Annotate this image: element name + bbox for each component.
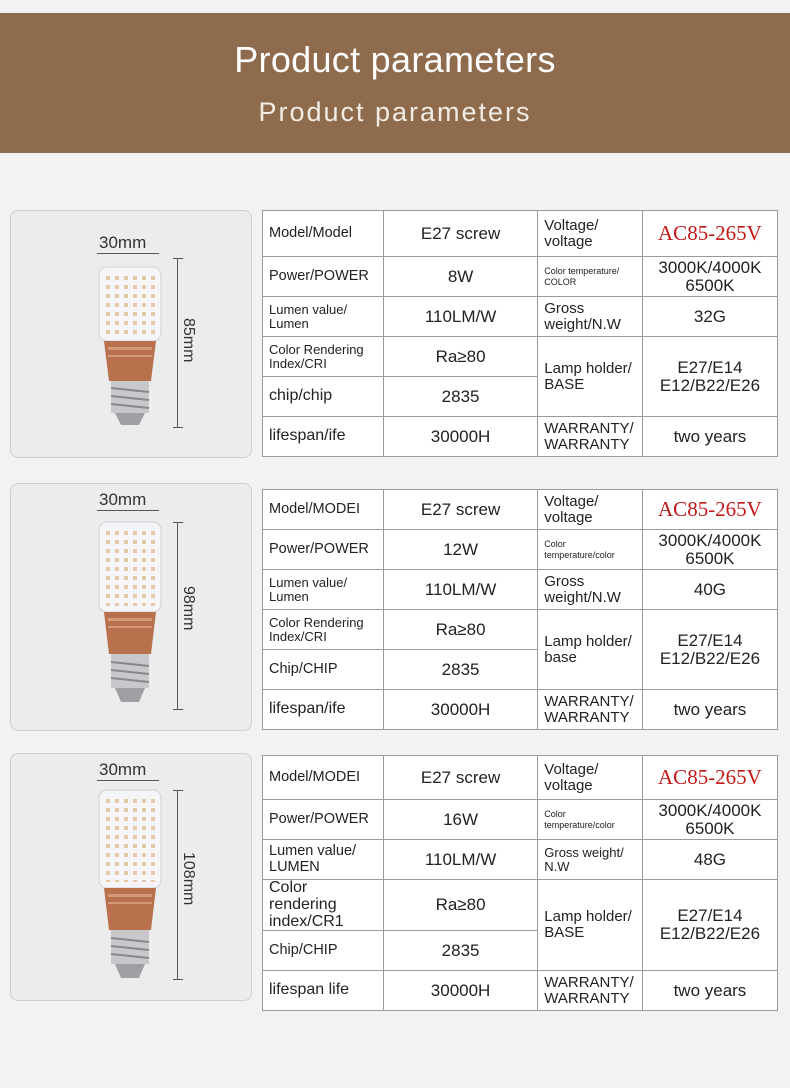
spec-label: lifespan life: [263, 971, 384, 1011]
product-image-card-2: [10, 483, 252, 731]
spec-value: Ra≥80: [383, 337, 537, 377]
spec-row: [263, 610, 778, 650]
spec-label: Color Rendering Index/CRI: [263, 610, 384, 650]
width-dimension-label: 30mm: [99, 233, 147, 252]
spec-label: Lamp holder/ BASE: [538, 337, 643, 417]
spec-label: lifespan/ife: [263, 690, 384, 730]
height-dimension-line: [177, 790, 178, 980]
spec-value: E27/E14 E12/B22/E26: [642, 337, 777, 417]
spec-row: [263, 490, 778, 530]
spec-value: 48G: [642, 840, 777, 880]
spec-row: [263, 971, 778, 1011]
spec-label: Model/MODEI: [263, 490, 384, 530]
spec-value: two years: [642, 417, 777, 457]
spec-label: chip/chip: [263, 377, 384, 417]
spec-label: Voltage/ voltage: [538, 211, 643, 257]
spec-value: E27 screw: [383, 490, 537, 530]
height-dimension-line: [177, 522, 178, 710]
spec-label: Lamp holder/ base: [538, 610, 643, 690]
spec-row: [263, 530, 778, 570]
height-dimension-label: 98mm: [180, 586, 197, 631]
spec-value: 2835: [383, 650, 537, 690]
spec-label: Gross weight/N.W: [538, 570, 643, 610]
spec-value: E27/E14 E12/B22/E26: [642, 610, 777, 690]
spec-value: Ra≥80: [383, 610, 537, 650]
spec-row: [263, 570, 778, 610]
corn-bulb-icon: [95, 788, 165, 984]
spec-row: [263, 800, 778, 840]
spec-label: WARRANTY/ WARRANTY: [538, 971, 643, 1011]
spec-label: Model/Model: [263, 211, 384, 257]
spec-label: Color temperature/ COLOR: [538, 257, 643, 297]
spec-value: 8W: [383, 257, 537, 297]
voltage-value: AC85-265V: [642, 756, 777, 800]
spec-label: Lumen value/ LUMEN: [263, 840, 384, 880]
spec-row: [263, 690, 778, 730]
width-dimension-label: 30mm: [99, 490, 147, 509]
spec-label: Color rendering index/CR1: [263, 880, 384, 931]
page-subtitle: Product parameters: [258, 97, 532, 127]
spec-value: 30000H: [383, 690, 537, 730]
spec-label: Gross weight/ N.W: [538, 840, 643, 880]
spec-value: 2835: [383, 377, 537, 417]
header-banner: [0, 13, 790, 153]
spec-value: 16W: [383, 800, 537, 840]
spec-value: E27/E14 E12/B22/E26: [642, 880, 777, 971]
spec-value: Ra≥80: [383, 880, 537, 931]
spec-label: Color temperature/color: [538, 800, 643, 840]
spec-label: Gross weight/N.W: [538, 297, 643, 337]
spec-row: [263, 840, 778, 880]
spec-row: [263, 297, 778, 337]
width-dimension-line: [97, 253, 159, 254]
spec-row: [263, 417, 778, 457]
spec-value: 3000K/4000K 6500K: [642, 530, 777, 570]
spec-label: Color Rendering Index/CRI: [263, 337, 384, 377]
spec-label: Power/POWER: [263, 257, 384, 297]
spec-row: [263, 337, 778, 377]
product-image-card-1: [10, 210, 252, 458]
spec-label: WARRANTY/ WARRANTY: [538, 690, 643, 730]
spec-value: 3000K/4000K 6500K: [642, 800, 777, 840]
height-dimension-label: 108mm: [180, 852, 197, 906]
height-dimension-line: [177, 258, 178, 428]
spec-row: [263, 211, 778, 257]
spec-label: lifespan/ife: [263, 417, 384, 457]
spec-value: 32G: [642, 297, 777, 337]
spec-table-2: [262, 489, 778, 730]
spec-label: Chip/CHIP: [263, 650, 384, 690]
product-image-card-3: [10, 753, 252, 1001]
spec-label: WARRANTY/ WARRANTY: [538, 417, 643, 457]
spec-row: [263, 257, 778, 297]
height-dimension-label: 85mm: [180, 318, 197, 363]
spec-label: Lumen value/ Lumen: [263, 297, 384, 337]
spec-label: Power/POWER: [263, 800, 384, 840]
corn-bulb-icon: [95, 265, 165, 431]
spec-value: E27 screw: [383, 211, 537, 257]
spec-value: 2835: [383, 931, 537, 971]
spec-label: Voltage/ voltage: [538, 490, 643, 530]
spec-value: 110LM/W: [383, 297, 537, 337]
spec-value: 110LM/W: [383, 570, 537, 610]
spec-label: Model/MODEI: [263, 756, 384, 800]
width-dimension-label: 30mm: [99, 760, 147, 779]
spec-value: 40G: [642, 570, 777, 610]
spec-label: Power/POWER: [263, 530, 384, 570]
spec-table-3: [262, 755, 778, 1011]
width-dimension-line: [97, 780, 159, 781]
corn-bulb-icon: [95, 520, 165, 708]
spec-value: two years: [642, 971, 777, 1011]
spec-value: 3000K/4000K 6500K: [642, 257, 777, 297]
spec-label: Chip/CHIP: [263, 931, 384, 971]
width-dimension-line: [97, 510, 159, 511]
spec-value: E27 screw: [383, 756, 537, 800]
voltage-value: AC85-265V: [642, 211, 777, 257]
voltage-value: AC85-265V: [642, 490, 777, 530]
spec-value: two years: [642, 690, 777, 730]
spec-value: 110LM/W: [383, 840, 537, 880]
spec-value: 30000H: [383, 417, 537, 457]
spec-value: 30000H: [383, 971, 537, 1011]
spec-row: [263, 880, 778, 931]
page-title: Product parameters: [234, 39, 556, 80]
spec-row: [263, 756, 778, 800]
spec-label: Color temperature/color: [538, 530, 643, 570]
spec-table-1: [262, 210, 778, 457]
spec-label: Lumen value/ Lumen: [263, 570, 384, 610]
spec-label: Lamp holder/ BASE: [538, 880, 643, 971]
spec-label: Voltage/ voltage: [538, 756, 643, 800]
spec-value: 12W: [383, 530, 537, 570]
